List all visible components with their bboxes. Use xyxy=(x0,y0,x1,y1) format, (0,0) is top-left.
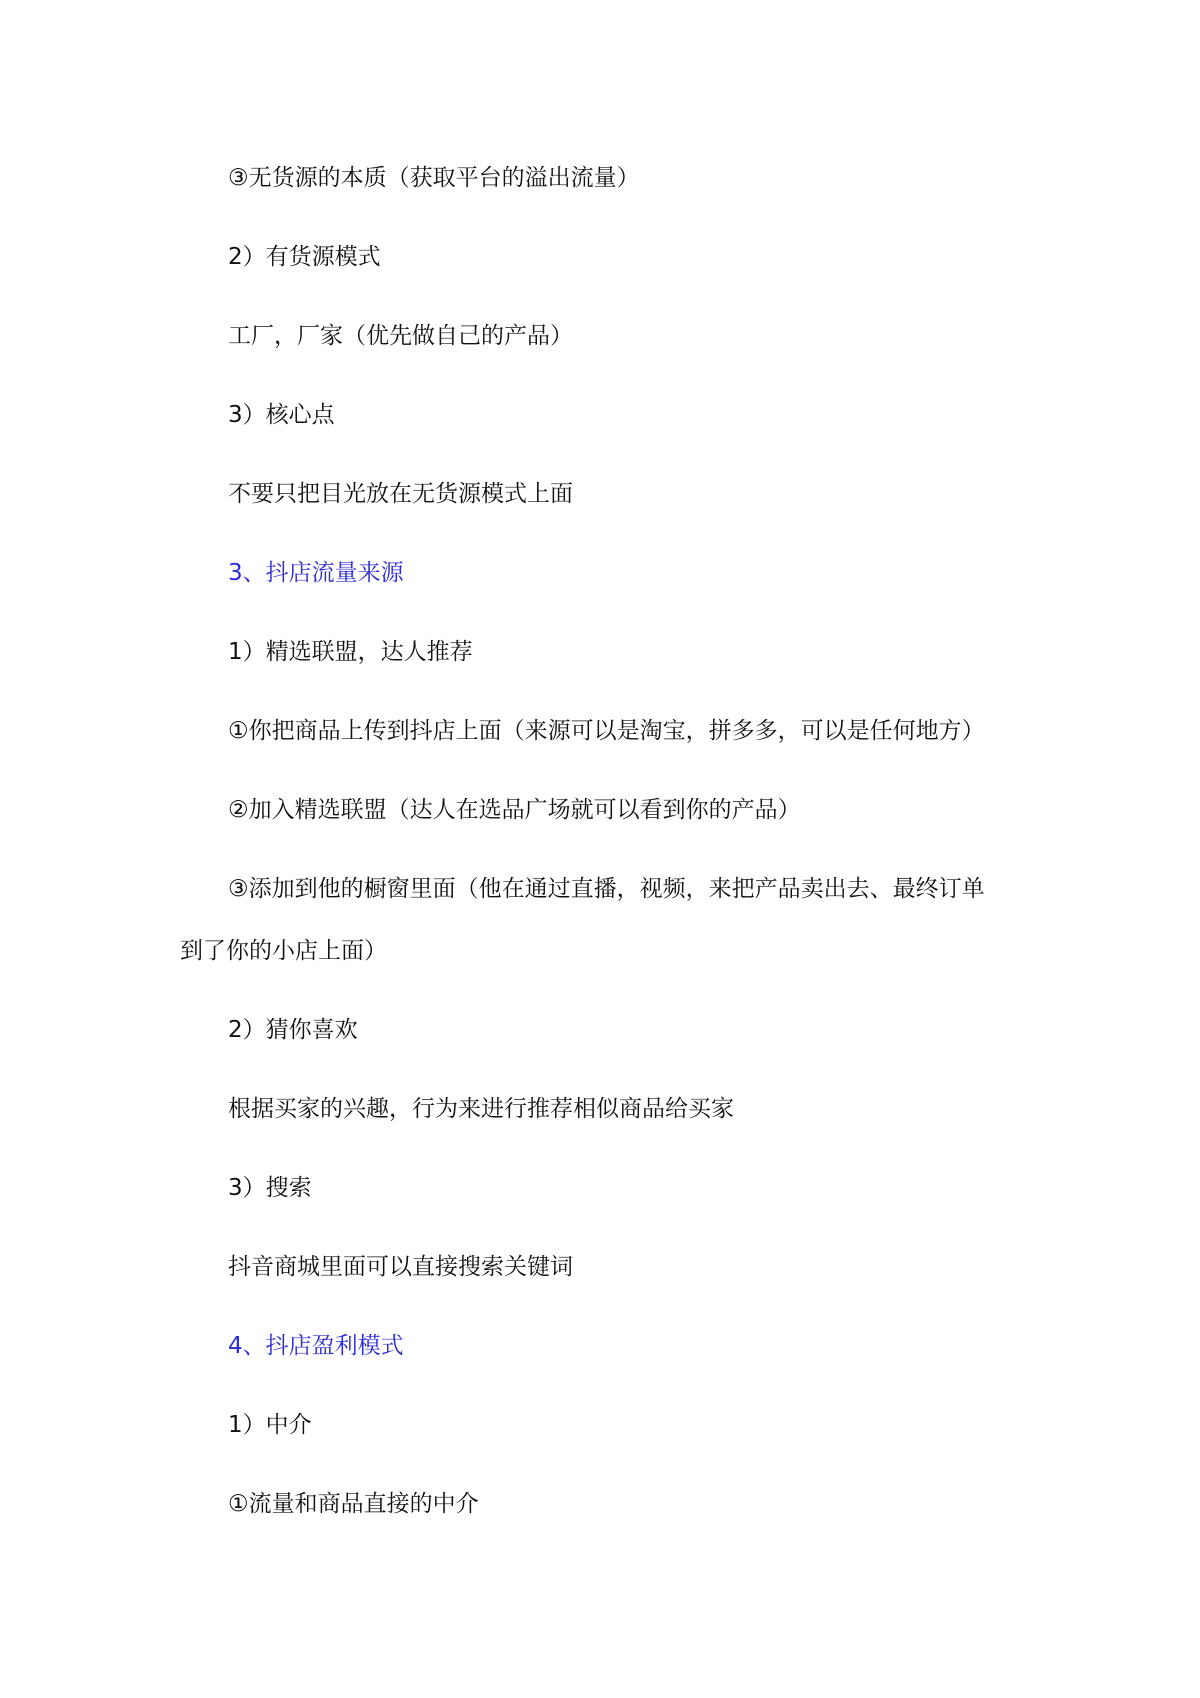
paragraph-add-showcase-continued: 到了你的小店上面） xyxy=(180,938,387,964)
paragraph-core-point: 3）核心点 xyxy=(228,402,335,428)
paragraph-mall-search: 抖音商城里面可以直接搜索关键词 xyxy=(228,1254,573,1280)
paragraph-source-model: 2）有货源模式 xyxy=(228,244,381,270)
paragraph-upload-products: ①你把商品上传到抖店上面（来源可以是淘宝，拼多多，可以是任何地方） xyxy=(228,718,985,744)
paragraph-dont-focus: 不要只把目光放在无货源模式上面 xyxy=(228,481,573,507)
paragraph-intermediary: 1）中介 xyxy=(228,1412,312,1438)
section-heading-traffic-sources: 3、抖店流量来源 xyxy=(228,560,404,586)
section-heading-profit-model: 4、抖店盈利模式 xyxy=(228,1333,404,1359)
paragraph-add-showcase: ③添加到他的橱窗里面（他在通过直播，视频，来把产品卖出去、最终订单 xyxy=(228,876,985,902)
paragraph-join-alliance: ②加入精选联盟（达人在选品广场就可以看到你的产品） xyxy=(228,797,801,823)
paragraph-guess-you-like: 2）猜你喜欢 xyxy=(228,1017,358,1043)
paragraph-alliance: 1）精选联盟，达人推荐 xyxy=(228,639,473,665)
paragraph-interest-recommend: 根据买家的兴趣，行为来进行推荐相似商品给买家 xyxy=(228,1096,734,1122)
paragraph-traffic-product-intermediary: ①流量和商品直接的中介 xyxy=(228,1491,479,1517)
paragraph-no-source-essence: ③无货源的本质（获取平台的溢出流量） xyxy=(228,165,640,191)
paragraph-factory: 工厂，厂家（优先做自己的产品） xyxy=(228,323,573,349)
paragraph-search: 3）搜索 xyxy=(228,1175,312,1201)
